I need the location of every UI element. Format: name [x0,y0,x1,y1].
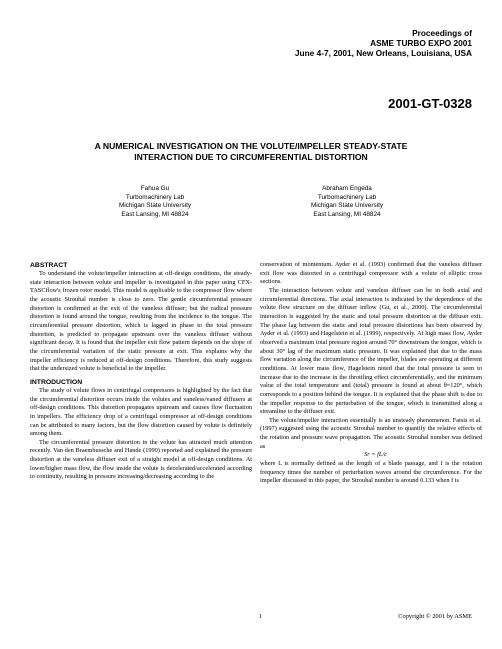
paragraph: The circumferential pressure distortion in the volute has attracted much attention recently. Van den Braembussche and Hande (1990) reported and explained the pressure distortion at the vaneless diffuser exit of a straight model at off-design conditions. At lower/higher mass flow, the flow inside the volute is decelerated/accelerated according to continuity, resulting in pressure increasing/decreasing according to the [30,438,252,481]
author-lab: Turbomachinery Lab [125,193,185,201]
proceedings-line: Proceedings of [412,28,472,38]
author-name: Abraham Engeda [322,185,372,192]
introduction-heading: INTRODUCTION [30,378,83,386]
author-block [272,185,422,219]
author-name: Fahua Gu [140,185,170,192]
paragraph: The interaction between volute and vaneless diffuser can be in both axial and circumferential directions. The axial interaction is indicated by the dependence of the volute flow structure on the diffuser inflow (Gu, et al., 2000). The circumferential interaction is suggested by the static and total pressure distortion at the diffuser exit. The phase lag between the static and total pressure distortions has been observed by Ayder et al. (1993) and Hagelstein et al. (1999), respectively. At high mass flow, Ayder observed a maximum total pressure region around 70° downstream the tongue, which is about 30° lag of the maximum static pressure. It was explained that due to the mass flow variation along the circumference of the impeller, blades are operating at different conditions. At lower mass flow, Hagelstein noted that the total pressure is seen to increase due to the increase in the throttling effect circumferentially, and the minimum value of the total temperature and (total) pressure is found at about θ=120°, which corresponds to a position behind the tongue. It is explained that the phase shift is due to the impeller response to the perturbation of the tongue, which is transmitted along a streamline to the diffuser exit. [260,286,482,416]
strouhal-equation: Sr = fL/c [364,451,387,459]
paragraph: where L is normally defined as the length of a blade passage, and f is the rotation frequency times the number of perturbation waves around the circumference. For the impeller discussed in this paper, the Strouhal number is around 0.133 when f is [260,460,482,485]
author-address: East Lansing, MI 48824 [121,210,189,218]
proceedings-header [295,28,472,58]
page-number: 1 [259,613,263,620]
proceedings-line: June 4-7, 2001, New Orleans, Louisiana, USA [294,48,472,58]
title-line: A NUMERICAL INVESTIGATION ON THE VOLUTE/IMPELLER STEADY-STATE [94,141,408,151]
author-affiliation: Michigan State University [118,202,192,210]
paper-id: 2001-GT-0328 [388,96,472,111]
author-affiliation: Michigan State University [310,202,384,210]
paragraph: The study of volute flows in centrifugal compressors is highlighted by the fact that the circumferential distortion occurs inside the volutes and vaneless/vaned diffusers at off-design conditions. This distortion propagates upstream and causes flow fluctuation in impellers. The efficiency drop of a centrifugal compressor at off-design conditions can be attributed to many factors, but the flow distortion caused by volute is definitely among them. [30,386,252,438]
copyright-notice: Copyright © 2001 by ASME [398,613,472,620]
right-column [260,261,482,486]
proceedings-line: ASME TURBO EXPO 2001 [370,38,472,48]
abstract-text: To understand the volute/impeller interaction at off-design conditions, the steady-state interaction between volute and impeller is investigated in this paper using CFX-TASCflow's frozen rotor model. This model is applicable to the compressor flow where the acoustic Strouhal number is close to zero. The gentle circumferential pressure distortion is confirmed at the exit of the vaneless diffuser; but the radical pressure distortion is found around the tongue, resulting from the incidence to the tongue. The circumferential pressure distortion, which is lagged in phase to the total pressure distortion, is predicted to propagate upstream over the vaneless diffuser without significant decay. It is found that the impeller exit flow pattern depends on the slope of the circumferential variation of the static pressure at exit. This explains why the impeller efficiency is reduced at off-design conditions. Therefore, this study suggests that the undersized volute is beneficial to the impeller. [30,270,252,373]
title-line: INTERACTION DUE TO CIRCUMFERENTIAL DISTORTION [134,152,368,162]
paragraph: The volute/impeller interaction essentially is an unsteady phenomenon. Fatsis et al. (1997) suggested using the acoustic Strouhal number to quantify the relative effects of the rotation and pressure wave propagation. The acoustic Strouhal number was defined as [260,416,482,450]
author-address: East Lansing, MI 48824 [313,210,381,218]
left-column [30,261,252,482]
paper-title [30,141,472,163]
author-lab: Turbomachinery Lab [317,193,377,201]
author-block [80,185,230,219]
paragraph: conservation of momentum. Ayder et al. (1993) confirmed that the vaneless diffuser exit flow was distorted in a centrifugal compressor with a volute of elliptic cross sections. [260,261,482,286]
abstract-heading: ABSTRACT [30,262,68,269]
